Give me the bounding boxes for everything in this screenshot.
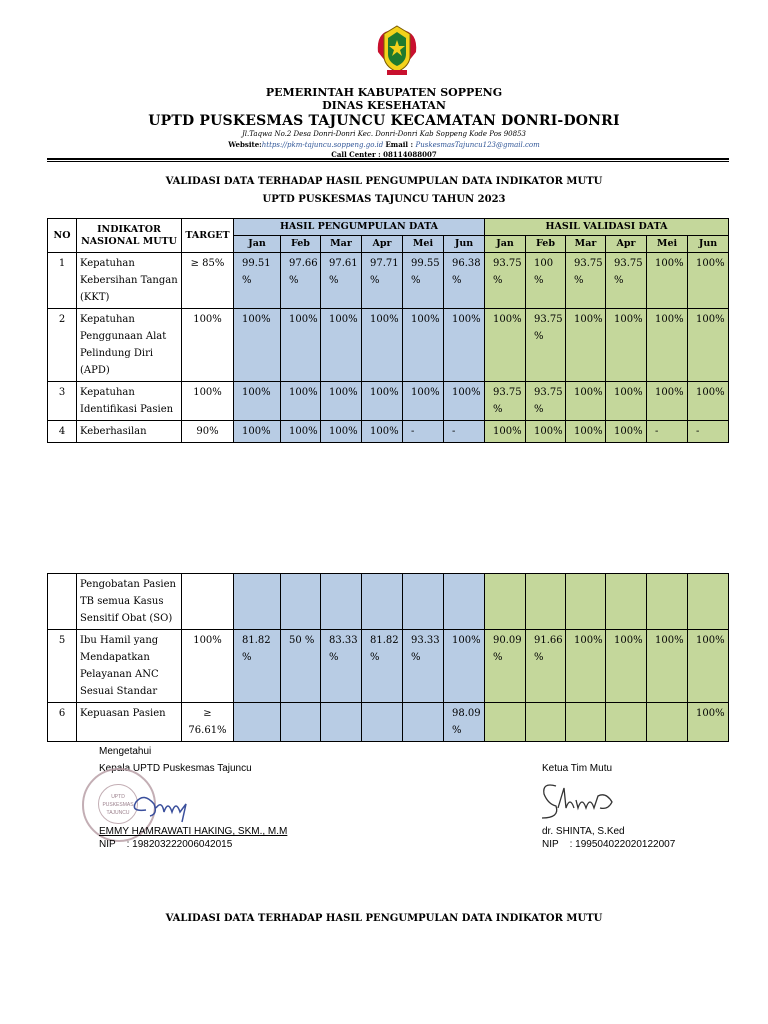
valid-value: 100% (647, 630, 688, 703)
collect-value: 100% (444, 630, 485, 703)
org-name: UPTD PUSKESMAS TAJUNCU KECAMATAN DONRI-DONRI (148, 113, 620, 129)
doc-subtitle: UPTD PUSKESMAS TAJUNCU TAHUN 2023 (262, 194, 506, 205)
month-header: Feb (281, 236, 321, 253)
target-value: 100% (182, 382, 234, 421)
collect-value: 50 % (281, 630, 321, 703)
gov-name: PEMERINTAH KABUPATEN SOPPENG (265, 86, 503, 99)
collect-value: - (444, 421, 485, 443)
header-rule-thin (47, 161, 729, 162)
table-row (48, 253, 729, 309)
collect-value: 100% (321, 382, 362, 421)
valid-value: 93.75 % (526, 382, 566, 421)
month-header: Mei (403, 236, 444, 253)
collect-value: 100% (281, 309, 321, 382)
collect-value: 100% (444, 382, 485, 421)
collect-value: 83.33 % (321, 630, 362, 703)
indicator-name: Pengobatan Pasien TB semua Kasus Sensitif Obat (SO) (77, 574, 182, 630)
valid-value: 93.75 % (485, 382, 526, 421)
collect-value: 100% (321, 421, 362, 443)
valid-value: 100% (647, 309, 688, 382)
indicator-name: Kepatuhan Penggunaan Alat Pelindung Diri (APD) (77, 309, 182, 382)
valid-value: 100% (647, 382, 688, 421)
team-role: Ketua Tim Mutu (542, 763, 613, 774)
valid-value: 100% (566, 382, 606, 421)
table-row (48, 309, 729, 382)
valid-value: 100% (485, 421, 526, 443)
month-header: Jun (444, 236, 485, 253)
call-center: Call Center : 08114088007 (331, 150, 437, 159)
valid-value: 100% (566, 630, 606, 703)
collect-value (321, 703, 362, 742)
valid-value: 100% (606, 382, 647, 421)
header-target: TARGET (182, 219, 234, 253)
team-signature (536, 778, 626, 828)
contact-line (0, 140, 768, 149)
header-indicator: INDIKATOR NASIONAL MUTU (77, 219, 182, 253)
indicator-name: Keberhasilan (77, 421, 182, 443)
collect-value (403, 574, 444, 630)
header-valid-group: HASIL VALIDASI DATA (485, 219, 729, 236)
collect-value: 96.38 % (444, 253, 485, 309)
row-number: 5 (48, 630, 77, 703)
valid-value (606, 574, 647, 630)
collect-value: 93.33 % (403, 630, 444, 703)
valid-value (485, 703, 526, 742)
valid-value: 100 % (526, 253, 566, 309)
collect-value (281, 574, 321, 630)
valid-value: 100% (526, 421, 566, 443)
collect-value: 100% (362, 382, 403, 421)
row-number: 6 (48, 703, 77, 742)
table-row (48, 574, 729, 630)
address: Jl.Taqwa No.2 Desa Donri-Donri Kec. Donri-Donri Kab Soppeng Kode Pos 90853 (242, 130, 526, 138)
head-nip: NIP : 198203222006042015 (99, 839, 233, 850)
target-value: 90% (182, 421, 234, 443)
head-role: Kepala UPTD Puskesmas Tajuncu (99, 763, 252, 774)
valid-value: 93.75 % (526, 309, 566, 382)
dept-name: DINAS KESEHATAN (322, 99, 446, 112)
valid-value (647, 703, 688, 742)
collect-value (321, 574, 362, 630)
indicator-name: Kepatuhan Identifikasi Pasien (77, 382, 182, 421)
collect-value: 99.55 % (403, 253, 444, 309)
month-header: Mar (321, 236, 362, 253)
indicator-table-part1 (47, 218, 729, 443)
row-number: 4 (48, 421, 77, 443)
valid-value (526, 703, 566, 742)
collect-value: 100% (234, 309, 281, 382)
collect-value: 81.82 % (234, 630, 281, 703)
collect-value: 100% (234, 382, 281, 421)
valid-value: 100% (566, 309, 606, 382)
valid-value: 100% (606, 309, 647, 382)
collect-value (281, 703, 321, 742)
valid-value (566, 703, 606, 742)
collect-value (234, 703, 281, 742)
collect-value: 98.09 % (444, 703, 485, 742)
row-number (48, 574, 77, 630)
collect-value: - (403, 421, 444, 443)
collect-value: 100% (362, 309, 403, 382)
valid-value: 100% (606, 630, 647, 703)
valid-value: 93.75 % (485, 253, 526, 309)
month-header: Jun (688, 236, 729, 253)
valid-value (526, 574, 566, 630)
table-row (48, 703, 729, 742)
collect-value (234, 574, 281, 630)
valid-value: 100% (688, 309, 729, 382)
collect-value: 100% (444, 309, 485, 382)
valid-value: 100% (688, 630, 729, 703)
ack-label: Mengetahui (99, 746, 152, 757)
collect-value (403, 703, 444, 742)
website-label: Website: (228, 140, 262, 149)
official-stamp: UPTD PUSKESMAS TAJUNCU (82, 768, 156, 842)
target-value (182, 574, 234, 630)
footer-title: VALIDASI DATA TERHADAP HASIL PENGUMPULAN DATA INDIKATOR MUTU (165, 913, 603, 924)
valid-value: - (647, 421, 688, 443)
target-value: ≥ 76.61% (182, 703, 234, 742)
collect-value (362, 574, 403, 630)
team-name: dr. SHINTA, S.Ked (542, 826, 625, 837)
row-number: 3 (48, 382, 77, 421)
month-header: Mar (566, 236, 606, 253)
valid-value: 90.09 % (485, 630, 526, 703)
month-header: Mei (647, 236, 688, 253)
indicator-name: Ibu Hamil yang Mendapatkan Pelayanan ANC Sesuai Standar (77, 630, 182, 703)
valid-value: 91.66 % (526, 630, 566, 703)
website-link[interactable]: https://pkm-tajuncu.soppeng.go.id (261, 141, 384, 149)
valid-value (566, 574, 606, 630)
table-row (48, 630, 729, 703)
head-name: EMMY HAMRAWATI HAKING, SKM., M.M (99, 826, 288, 837)
valid-value: 100% (566, 421, 606, 443)
email-link[interactable]: PuskesmasTajuncu123@gmail.com (415, 141, 540, 149)
valid-value: - (688, 421, 729, 443)
collect-value: 100% (362, 421, 403, 443)
valid-value: 100% (688, 703, 729, 742)
collect-value (444, 574, 485, 630)
team-nip: NIP : 199504022020122007 (542, 839, 676, 850)
row-number: 2 (48, 309, 77, 382)
row-number: 1 (48, 253, 77, 309)
collect-value: 100% (321, 309, 362, 382)
valid-value (688, 574, 729, 630)
valid-value: 100% (647, 253, 688, 309)
month-header: Jan (234, 236, 281, 253)
month-header: Feb (526, 236, 566, 253)
indicator-name: Kepuasan Pasien (77, 703, 182, 742)
collect-value: 99.51 % (234, 253, 281, 309)
indicator-table-part2 (47, 573, 729, 742)
doc-title: VALIDASI DATA TERHADAP HASIL PENGUMPULAN DATA INDIKATOR MUTU (165, 176, 603, 187)
table-row (48, 421, 729, 443)
collect-value: 97.71 % (362, 253, 403, 309)
target-value: ≥ 85% (182, 253, 234, 309)
collect-value: 100% (403, 309, 444, 382)
valid-value (606, 703, 647, 742)
target-value: 100% (182, 630, 234, 703)
valid-value: 100% (688, 253, 729, 309)
month-header: Apr (362, 236, 403, 253)
collect-value: 100% (281, 421, 321, 443)
collect-value: 100% (281, 382, 321, 421)
valid-value: 93.75 % (606, 253, 647, 309)
month-header: Jan (485, 236, 526, 253)
indicator-name: Kepatuhan Kebersihan Tangan (KKT) (77, 253, 182, 309)
valid-value: 100% (606, 421, 647, 443)
collect-value: 97.66 % (281, 253, 321, 309)
target-value: 100% (182, 309, 234, 382)
header-collect-group: HASIL PENGUMPULAN DATA (234, 219, 485, 236)
collect-value: 100% (403, 382, 444, 421)
valid-value: 100% (485, 309, 526, 382)
header-rule (47, 158, 729, 160)
collect-value (362, 703, 403, 742)
collect-value: 100% (234, 421, 281, 443)
head-signature (128, 790, 198, 830)
table-row (48, 382, 729, 421)
valid-value: 93.75 % (566, 253, 606, 309)
header-no: NO (48, 219, 77, 253)
collect-value: 97.61 % (321, 253, 362, 309)
valid-value: 100% (688, 382, 729, 421)
valid-value (485, 574, 526, 630)
regency-logo (374, 22, 420, 78)
collect-value: 81.82 % (362, 630, 403, 703)
month-header: Apr (606, 236, 647, 253)
email-label: Email : (385, 140, 416, 149)
valid-value (647, 574, 688, 630)
